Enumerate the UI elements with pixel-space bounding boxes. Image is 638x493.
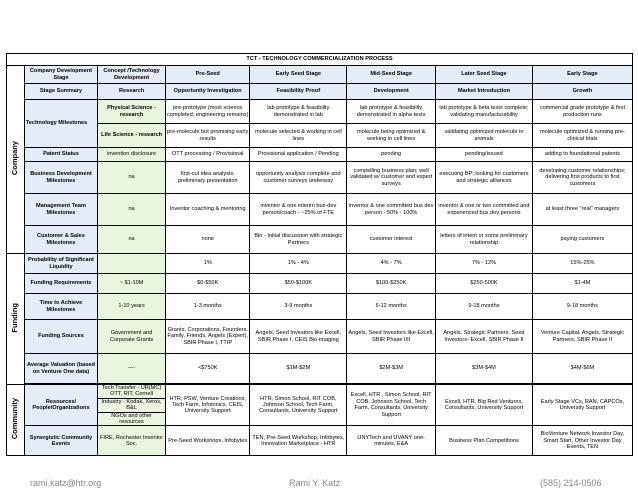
management-cell: inventor & one interim bus-dev person/coach - ~25% of FTE: [250, 194, 347, 226]
physical-milestone-cell: lab prototype & beta tests complete; validating manufacturability: [436, 100, 533, 124]
patent-cell: pending/issued: [436, 148, 533, 162]
customer-cell: none: [165, 226, 249, 254]
business-cell: opportunity analysis complete and customer surveys underway: [250, 162, 347, 194]
management-cell: inventor & one committed bus dev person - 50% - 100%: [347, 194, 436, 226]
valuation-cell: $2M-$3M: [347, 354, 436, 384]
stage-summary-cell: Growth: [532, 84, 632, 100]
physical-milestone-cell: pre-prototype (most science completed; engineering remains): [165, 100, 249, 124]
probability-cell: 4% - 7%: [347, 254, 436, 274]
customer-cell: letters of intent or some preliminary relationship: [436, 226, 533, 254]
stage-summary-cell: Development: [347, 84, 436, 100]
funding-band: [7, 254, 25, 385]
synergistic-cell: Pre-Seed Workshops, Infobytes: [165, 426, 249, 456]
business-label: Business Development Milestones: [24, 162, 97, 194]
resources-row: [7, 385, 633, 399]
stage-summary-cell: Opportunity Investigation: [165, 84, 249, 100]
time-cell: 6-12 months: [347, 294, 436, 320]
business-cell: first-cut idea analysis; preliminary presentation: [165, 162, 249, 194]
synergistic-cell: Business Plan Competitions: [436, 426, 533, 456]
patent-cell: Provisional application / Pending: [250, 148, 347, 162]
footer-name: Rami Y. Katz: [289, 478, 341, 488]
time-cell: 3-9 months: [250, 294, 347, 320]
patent-cell: adding to foundational patents: [532, 148, 632, 162]
tech-milestones-label: Technology Milestones: [24, 100, 97, 148]
resources-concept-cell: Industry - Kodak, Xerox, B&L: [98, 398, 166, 412]
sources-row: [7, 320, 633, 354]
company-band-label: Company: [10, 141, 20, 176]
funding-req-label: Funding Requirements: [24, 274, 97, 294]
resources-cell: Early Stage VCs, RAN, CAPCOs, University Support: [532, 385, 632, 426]
time-cell: 9-18 months: [532, 294, 632, 320]
sources-label: Funding Sources: [24, 320, 97, 354]
patent-cell: pending: [347, 148, 436, 162]
company-band: [7, 66, 25, 254]
synergistic-cell: BioVenture Network Investor Day, Smart Start, Other Investor Day Events, TEN: [532, 426, 632, 456]
resources-label: Resources/ People/Organizations: [24, 385, 97, 426]
life-milestone-cell: validating optimized molecule in animals: [436, 124, 533, 148]
management-label: Management Team Milestones: [24, 194, 97, 226]
sources-cell: Grants, Corporations, Founders, Family, Friends, Angels (Expert), SBIR Phase I, TTIP: [165, 320, 249, 354]
header-row-label: Company Development Stage: [24, 66, 97, 84]
resources-concept-cell: Tech Transfer - UR(MC) OTT, RIT, Cornell: [98, 385, 166, 399]
valuation-cell: <$750K: [165, 354, 249, 384]
header-row: [7, 66, 633, 84]
physical-science-label: Physical Science - research: [98, 100, 166, 124]
physical-milestone-cell: lab prototype & feasibility demonstrated in lab: [250, 100, 347, 124]
probability-cell: 1% - 4%: [250, 254, 347, 274]
valuation-cell: ----: [98, 354, 166, 384]
patent-row: [7, 148, 633, 162]
valuation-cell: $3M-$4M: [436, 354, 533, 384]
life-milestone-cell: molecule selected & working in cell lines: [250, 124, 347, 148]
sources-cell: Angels, Seed Investors like Excell, SBIR Phase I, CEIS Bio-imaging: [250, 320, 347, 354]
funding-req-cell: $0-$50K: [165, 274, 249, 294]
time-cell: 9-18 months: [436, 294, 533, 320]
life-milestone-cell: pre-molecule but promising early results: [165, 124, 249, 148]
business-cell: developing customer relationships; delivering first products to first customers: [532, 162, 632, 194]
physical-milestone-cell: commercial grade prototype & first production runs: [532, 100, 632, 124]
footer-email: rami.katz@htr.org: [30, 478, 102, 488]
management-cell: inventor & one or two committed and experienced bus dev persons: [436, 194, 533, 226]
life-milestone-cell: molecule optimized & running pre-clinical trials: [532, 124, 632, 148]
synergistic-row: [7, 426, 633, 456]
stage-header-concept: Concept /Technology Development: [98, 66, 166, 84]
probability-cell: 1%: [165, 254, 249, 274]
time-cell: 1-10 years: [98, 294, 166, 320]
management-cell: na: [98, 194, 166, 226]
probability-cell: 15%-25%: [532, 254, 632, 274]
probability-cell: 7% - 12%: [436, 254, 533, 274]
valuation-row: [7, 354, 633, 384]
stage-summary-cell: Research: [98, 84, 166, 100]
valuation-cell: $4M-$6M: [532, 354, 632, 384]
customer-cell: Bio - Initial discussion with strategic Partners: [250, 226, 347, 254]
resources-cell: Excell, HTR, Big Red Ventures, Consultants, University Support: [436, 385, 533, 426]
funding-req-cell: $100-$250K: [347, 274, 436, 294]
stage-summary-label: Stage Summary: [24, 84, 97, 100]
sources-cell: Angels, Strategic Partners, Seed Investors- Excell, SBIR Phase II: [436, 320, 533, 354]
time-row: [7, 294, 633, 320]
funding-band-label: Funding: [10, 303, 20, 333]
life-science-label: Life Science - research: [98, 124, 166, 148]
physical-milestone-cell: lab prototype & feasibility demonstrated in alpha tests: [347, 100, 436, 124]
synergistic-cell: UNYTech and UVANY one-minutes, E&A: [347, 426, 436, 456]
valuation-cell: $1M-$2M: [250, 354, 347, 384]
customer-cell: paying customers: [532, 226, 632, 254]
funding-req-row: [7, 274, 633, 294]
community-band: [7, 385, 25, 456]
management-cell: at least three "real" managers: [532, 194, 632, 226]
business-row: [7, 162, 633, 194]
patent-cell: OTT processing / Provisional: [165, 148, 249, 162]
probability-row: [7, 254, 633, 274]
stage-header-later-seed: Later Seed Stage: [436, 66, 533, 84]
commercialization-table: [6, 53, 633, 456]
customer-label: Customer & Sales Milestones: [24, 226, 97, 254]
stage-header-mid-seed: Mid-Seed Stage: [347, 66, 436, 84]
community-band-label: Community: [10, 398, 20, 440]
sources-cell: Government and Corporate Grants: [98, 320, 166, 354]
life-milestone-cell: molecule being optimized & working in cell lines: [347, 124, 436, 148]
page-title: TCT - TECHNOLOGY COMMERCIALIZATION PROCESS: [7, 54, 633, 66]
funding-req-cell: $50-$100K: [250, 274, 347, 294]
resources-cell: Excell, HTR , Simon School, RIT COB, Johnson School, Tech Farm, Consultants, University Support: [347, 385, 436, 426]
patent-label: Patent Status: [24, 148, 97, 162]
stage-summary-row: [7, 84, 633, 100]
probability-cell: [98, 254, 166, 274]
synergistic-cell: TEN, Pre-Seed Workshop, Infobytes, Innovation Marketplace - HTR: [250, 426, 347, 456]
stage-header-early-seed: Early Seed Stage: [250, 66, 347, 84]
tech-milestones-life-row: [7, 124, 633, 148]
sources-cell: Angels, Seed Investors like Excell, SBIR Phase I/II: [347, 320, 436, 354]
time-cell: 1-3 months: [165, 294, 249, 320]
funding-req-cell: $1-4M: [532, 274, 632, 294]
commercialization-table-sheet: [6, 53, 633, 455]
customer-row: [7, 226, 633, 254]
resources-cell: HTR, Simon School, RIT COB, Johnson School, Tech Farm, Consultants, University Support: [250, 385, 347, 426]
footer-phone: (585) 214-0506: [540, 478, 602, 488]
stage-header-early-stage: Early Stage: [532, 66, 632, 84]
page-footer: [0, 472, 638, 493]
management-row: [7, 194, 633, 226]
probability-label: Probability of Significant Liquidity: [24, 254, 97, 274]
business-cell: na: [98, 162, 166, 194]
sources-cell: Venture Capital, Angels, Strategic Partners, SBIR Phase II: [532, 320, 632, 354]
resources-cell: HTR, PSW, Venture Creations, Tech Farm, Infotonics, CEIS, University Support: [165, 385, 249, 426]
stage-summary-cell: Market Introduction: [436, 84, 533, 100]
resources-concept-cell: NGOs and other resources: [98, 412, 166, 426]
management-cell: Inventor coaching & mentoring: [165, 194, 249, 226]
customer-cell: na: [98, 226, 166, 254]
business-cell: compelling business plan; well validated w/ customer and expert surveys: [347, 162, 436, 194]
time-label: Time to Achieve Milestones: [24, 294, 97, 320]
funding-req-cell: $250-500K: [436, 274, 533, 294]
valuation-label: Average Valuation (based on Venture One data): [24, 354, 97, 384]
stage-header-pre-seed: Pre-Seed: [165, 66, 249, 84]
patent-cell: invention disclosure: [98, 148, 166, 162]
synergistic-label: Synergistic Community Events: [24, 426, 97, 456]
tech-milestones-physical-row: [7, 100, 633, 124]
funding-req-cell: ~ $1-10M: [98, 274, 166, 294]
customer-cell: customer interest: [347, 226, 436, 254]
business-cell: executing BP; looking for customers and strategic alliances: [436, 162, 533, 194]
stage-summary-cell: Feasibility Proof: [250, 84, 347, 100]
synergistic-cell: FIRE, Rochester Inventor Soc.: [98, 426, 166, 456]
